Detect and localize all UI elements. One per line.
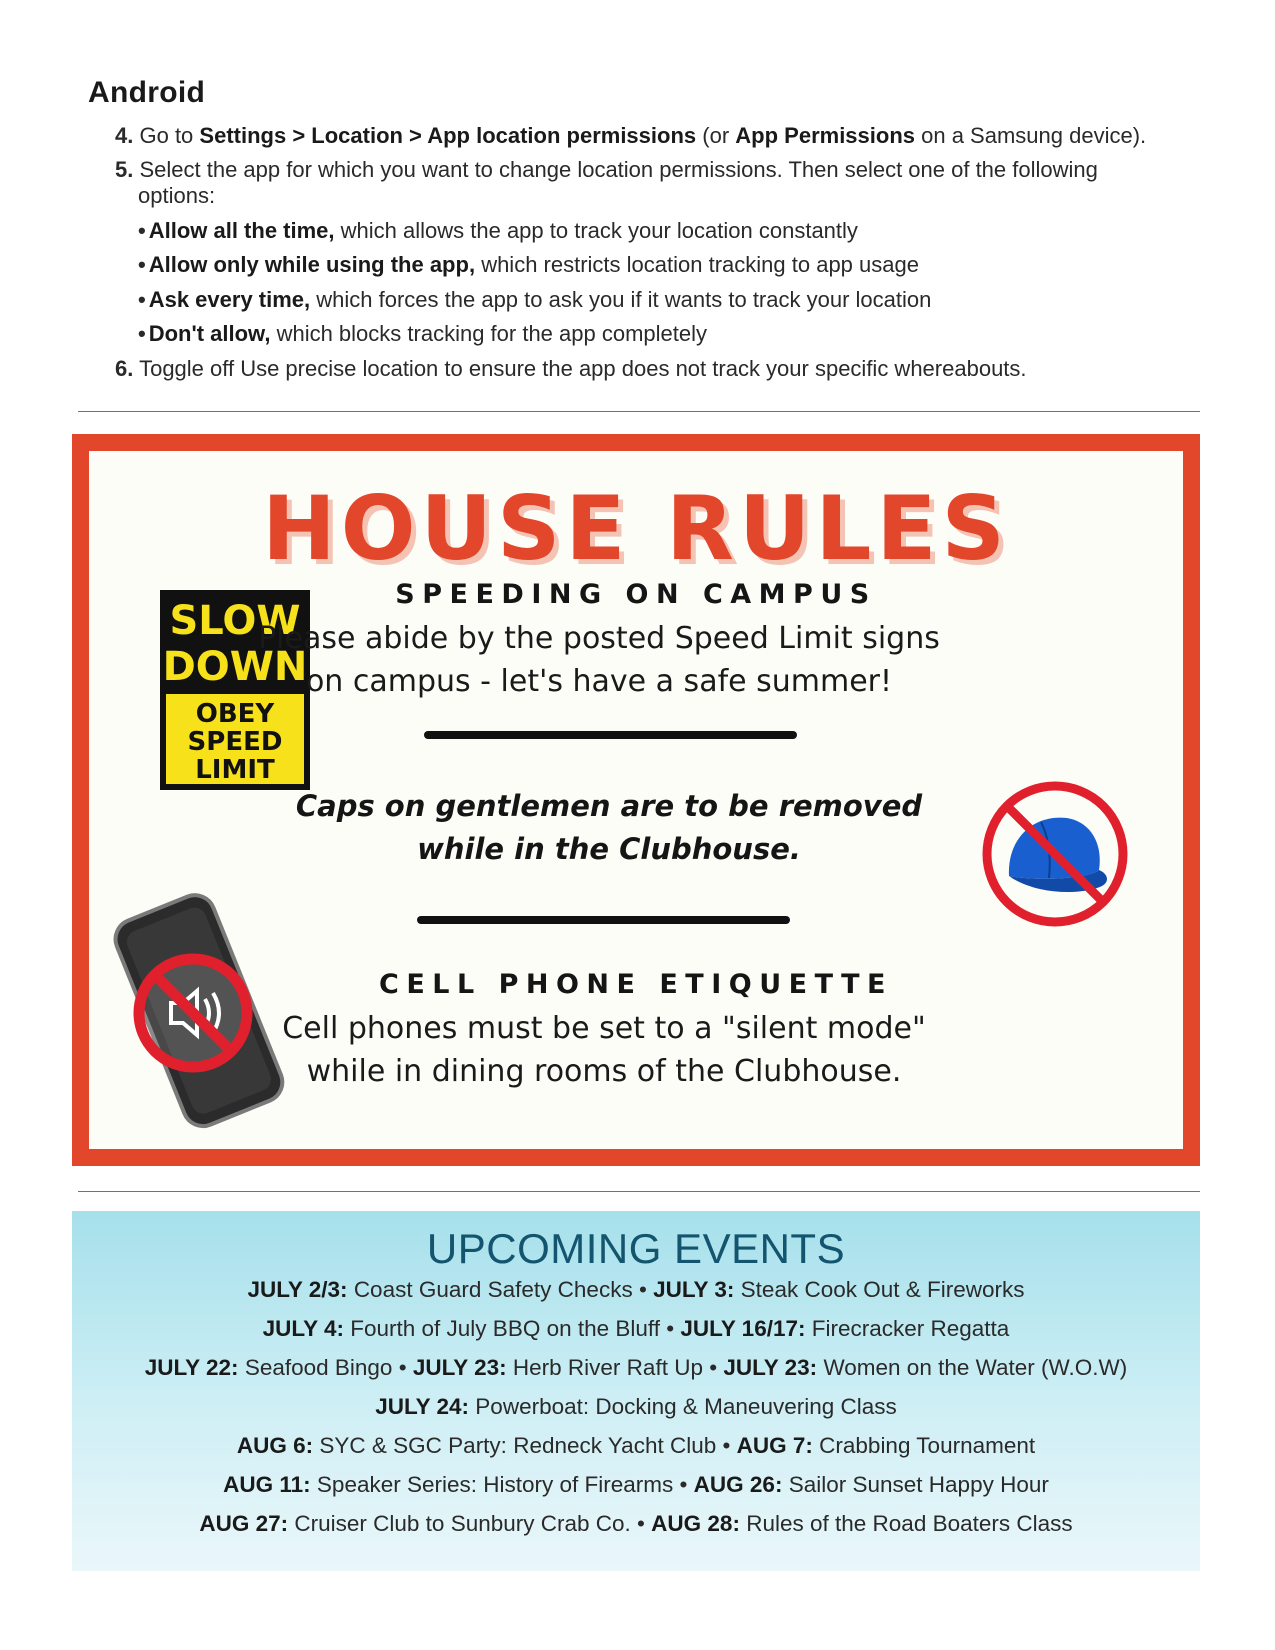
event-line: AUG 6: SYC & SGC Party: Redneck Yacht Club • AUG 7: Crabbing Tournament <box>236 1433 1036 1458</box>
events-title: UPCOMING EVENTS <box>426 1225 846 1272</box>
rule-divider <box>424 731 797 739</box>
step-number: 4. <box>115 123 134 148</box>
option-text: which restricts location tracking to app usage <box>481 252 919 277</box>
house-rules-frame <box>72 434 1200 1166</box>
rule-divider <box>417 916 790 924</box>
section-divider-bottom <box>78 1191 1200 1192</box>
event-line: JULY 24: Powerboat: Docking & Maneuvering Class <box>375 1394 897 1419</box>
step-text: (or <box>702 123 730 148</box>
step-number: 6. <box>115 356 134 381</box>
step-text: on a Samsung device). <box>921 123 1147 148</box>
upcoming-events-panel <box>72 1211 1200 1571</box>
step-5-continued: options: <box>138 183 216 208</box>
cell-phone-text: Cell phones must be set to a "silent mode" while in dining rooms of the Clubhouse. <box>282 1011 926 1089</box>
android-heading: Android <box>88 76 206 109</box>
step-bold: Settings > Location > App location permissions <box>199 123 697 148</box>
caps-rule-text: Caps on gentlemen are to be removed while in the Clubhouse. <box>295 789 923 866</box>
step-4 <box>115 122 1205 149</box>
option-bold: Don't allow, <box>148 321 271 346</box>
option-bullet: • Allow all the time, which allows the app to track your location constantly <box>138 218 858 243</box>
option-bullet: • Ask every time, which forces the app to ask you if it wants to track your location <box>138 287 932 312</box>
sign-text: DOWN <box>162 644 308 690</box>
option-bullet: • Allow only while using the app, which restricts location tracking to app usage <box>138 252 919 277</box>
option-bold: Allow only while using the app, <box>148 252 476 277</box>
step-number: 5. <box>115 157 134 182</box>
option-text: which blocks tracking for the app completely <box>276 321 708 346</box>
sign-text: LIMIT <box>195 755 275 785</box>
step-text: Toggle off Use precise location to ensure the app does not track your specific whereabouts. <box>139 356 1027 381</box>
option-bold: Allow all the time, <box>148 218 335 243</box>
section-divider-top <box>78 411 1200 412</box>
option-text: which forces the app to ask you if it wants to track your location <box>316 287 932 312</box>
sign-text: SPEED <box>187 727 283 757</box>
option-bold: Ask every time, <box>148 287 311 312</box>
house-rules-panel <box>89 451 1183 1149</box>
option-bullet: • Don't allow, which blocks tracking for the app completely <box>138 321 708 346</box>
event-line: JULY 2/3: Coast Guard Safety Checks • JULY 3: Steak Cook Out & Fireworks <box>247 1277 1025 1302</box>
step-5 <box>115 156 1205 183</box>
house-rules-title: HOUSE RULES <box>262 477 1010 580</box>
event-line: JULY 22: Seafood Bingo • JULY 23: Herb River Raft Up • JULY 23: Women on the Water (W.O.W) <box>144 1355 1128 1380</box>
no-cap-icon <box>979 778 1131 930</box>
event-line: AUG 11: Speaker Series: History of Firearms • AUG 26: Sailor Sunset Happy Hour <box>223 1472 1049 1497</box>
speeding-text: Please abide by the posted Speed Limit signs on campus - let's have a safe summer! <box>258 621 940 699</box>
step-bold: App Permissions <box>735 123 915 148</box>
speeding-heading: SPEEDING ON CAMPUS <box>395 579 877 610</box>
option-text: which allows the app to track your location constantly <box>340 218 858 243</box>
event-line: AUG 27: Cruiser Club to Sunbury Crab Co. • AUG 28: Rules of the Road Boaters Class <box>199 1511 1073 1536</box>
sign-text: OBEY <box>195 699 275 729</box>
cell-phone-heading: CELL PHONE ETIQUETTE <box>379 969 893 1000</box>
event-line: JULY 4: Fourth of July BBQ on the Bluff • JULY 16/17: Firecracker Regatta <box>262 1316 1010 1341</box>
sign-text: SLOW <box>169 598 301 644</box>
step-text: Go to <box>139 123 194 148</box>
step-text: Select the app for which you want to change location permissions. Then select one of the following <box>139 157 1098 182</box>
step-6 <box>115 355 1205 382</box>
